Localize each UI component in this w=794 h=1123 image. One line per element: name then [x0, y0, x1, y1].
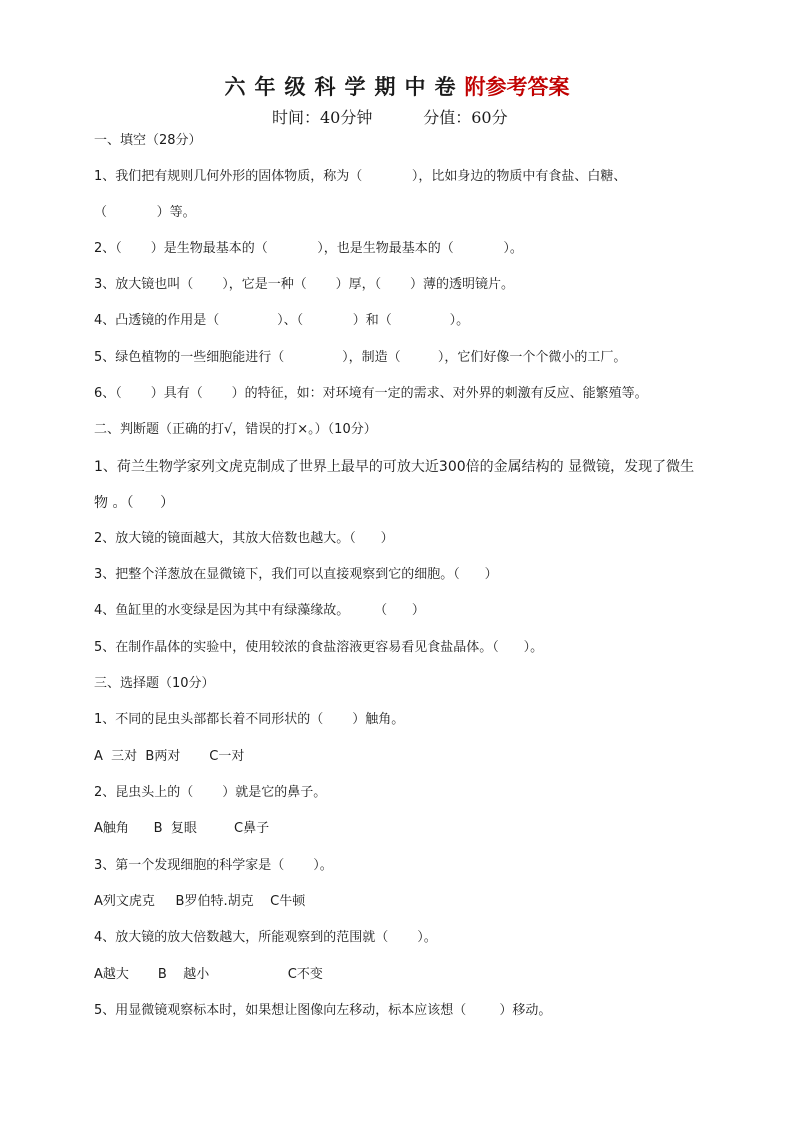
question-line: 1、荷兰生物学家列文虎克制成了世界上最早的可放大近300倍的金属结构的 显微镜，发现了微生	[94, 459, 695, 475]
question-line: 2、放大镜的镜面越大，其放大倍数也越大。（ ）	[94, 531, 394, 546]
question-line: 5、绿色植物的一些细胞能进行（ ），制造（ ），它们好像一个个微小的工厂。	[94, 350, 627, 365]
question-line: 2、昆虫头上的（ ）就是它的鼻子。	[94, 785, 327, 800]
page-title	[0, 72, 794, 102]
question-line: 2、（ ）是生物最基本的（ ），也是生物最基本的（ ）。	[94, 241, 523, 256]
question-line: 3、放大镜也叫（ ），它是一种（ ）厚，（ ）薄的透明镜片。	[94, 277, 515, 292]
answer-options: A列文虎克 B罗伯特.胡克 C牛顿	[94, 894, 306, 909]
question-line: 3、把整个洋葱放在显微镜下，我们可以直接观察到它的细胞。（ ）	[94, 567, 498, 582]
question-line: （ ）等。	[94, 205, 196, 220]
question-line: 5、用显微镜观察标本时，如果想让图像向左移动，标本应该想（ ）移动。	[94, 1003, 552, 1018]
question-line: 物 。（ ）	[94, 495, 175, 511]
question-line: 4、凸透镜的作用是（ ）、（ ）和（ ）。	[94, 313, 470, 328]
title-main: 六年级科学期中卷	[224, 74, 465, 99]
section-heading: 一、填空（28分）	[94, 133, 202, 148]
answer-options: A越大 B 越小 C不变	[94, 967, 323, 982]
question-line: 1、我们把有规则几何外形的固体物质，称为（ ），比如身边的物质中有食盐、白糖、	[94, 169, 627, 184]
question-line: 5、在制作晶体的实验中，使用较浓的食盐溶液更容易看见食盐晶体。（ ）。	[94, 640, 544, 655]
answer-options: A 三对 B两对 C一对	[94, 749, 245, 764]
question-line: 4、放大镜的放大倍数越大，所能观察到的范围就（ ）。	[94, 930, 437, 945]
section-heading: 二、判断题（正确的打√，错误的打×。）（10分）	[94, 422, 377, 437]
exam-time-score: 时间：40分钟 分值：60分	[272, 108, 508, 127]
question-line: 1、不同的昆虫头部都长着不同形状的（ ）触角。	[94, 712, 405, 727]
title-answer-suffix: 附参考答案	[464, 74, 570, 99]
section-heading: 三、选择题（10分）	[94, 676, 215, 691]
question-line: 6、（ ）具有（ ）的特征，如：对环境有一定的需求、对外界的刺激有反应、能繁殖等。	[94, 386, 648, 401]
question-line: 4、鱼缸里的水变绿是因为其中有绿藻缘故。 （ ）	[94, 603, 425, 618]
question-line: 3、第一个发现细胞的科学家是（ ）。	[94, 858, 333, 873]
answer-options: A触角 B 复眼 C鼻子	[94, 821, 270, 836]
